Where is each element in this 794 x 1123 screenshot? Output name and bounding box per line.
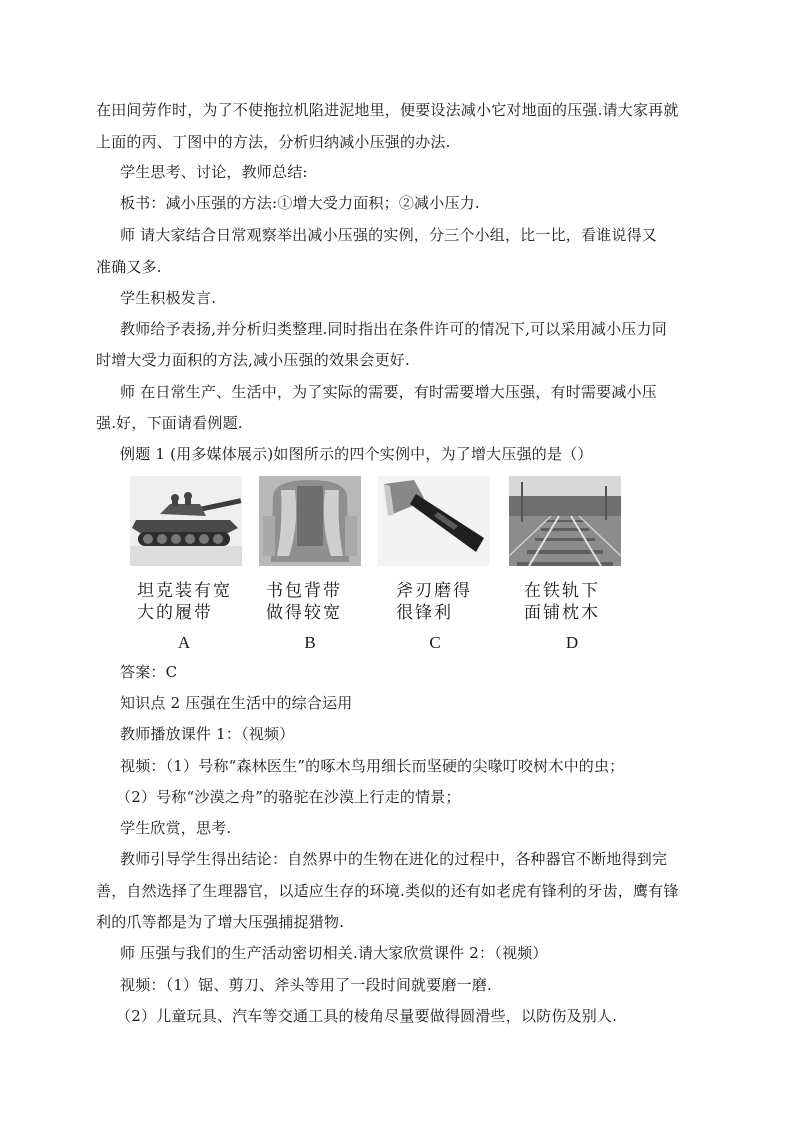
example-question: 例题 1 (用多媒体展示)如图所示的四个实例中，为了增大压强的是（） xyxy=(120,445,593,463)
option-label-d: D xyxy=(565,633,579,652)
answer-line: 答案：C xyxy=(120,663,178,681)
backpack-image xyxy=(259,476,361,566)
tank-image xyxy=(130,476,242,566)
body-text-line: 利的爪等都是为了增大压强捕捉猎物. xyxy=(96,913,345,931)
body-text-line: 上面的丙、丁图中的方法，分析归纳减小压强的办法. xyxy=(96,133,451,151)
body-text-line: 学生积极发言. xyxy=(120,289,217,307)
body-text-line: 师 压强与我们的生产活动密切相关.请大家欣赏课件 2：（视频） xyxy=(120,944,548,962)
body-text-line: 教师播放课件 1：（视频） xyxy=(120,725,295,743)
body-text-line: 善，自然选择了生理器官，以适应生存的环境.类似的还有如老虎有锋利的牙齿，鹰有锋 xyxy=(96,882,679,900)
body-text-line: 学生欣赏，思考. xyxy=(120,819,232,837)
railway-image xyxy=(509,476,621,566)
body-text-line: 强.好，下面请看例题. xyxy=(96,414,243,432)
body-text-line: 教师给予表扬,并分析归类整理.同时指出在条件许可的情况下,可以采用减小压力同 xyxy=(120,320,667,338)
body-text-line: 师 在日常生产、生活中，为了实际的需要，有时需要增大压强，有时需要减小压 xyxy=(120,383,657,401)
option-label-b: B xyxy=(304,633,316,652)
body-text-line: 学生思考、讨论，教师总结: xyxy=(120,163,308,181)
body-text-line: 在田间劳作时，为了不使拖拉机陷进泥地里，便要设法减小它对地面的压强.请大家再就 xyxy=(96,101,679,119)
body-text-line: 视频：（1）锯、剪刀、斧头等用了一段时间就要磨一磨. xyxy=(120,976,493,994)
caption-b: 书包背带 做得较宽 xyxy=(266,581,342,623)
caption-c: 斧刃磨得 很锋利 xyxy=(396,581,472,623)
body-text-line: 时增大受力面积的方法,减小压强的效果会更好. xyxy=(96,351,410,369)
body-text-line: 视频：（1）号称“森林医生”的啄木鸟用细长而坚硬的尖喙叮咬树木中的虫； xyxy=(120,757,625,775)
body-text-line: （2）号称“沙漠之舟”的骆驼在沙漠上行走的情景； xyxy=(116,788,461,806)
body-text-line: 教师引导学生得出结论：自然界中的生物在进化的过程中，各种器官不断地得到完 xyxy=(120,850,668,868)
body-text-line: 师 请大家结合日常观察举出减小压强的实例，分三个小组，比一比，看谁说得又 xyxy=(120,226,657,244)
caption-a: 坦克装有宽 大的履带 xyxy=(137,581,232,623)
option-label-c: C xyxy=(429,633,441,652)
caption-d: 在铁轨下 面铺枕木 xyxy=(524,581,600,623)
option-label-a: A xyxy=(177,633,191,652)
body-text-line: 准确又多. xyxy=(96,258,162,276)
body-text-line: 板书：减小压强的方法:①增大受力面积；②减小压力. xyxy=(120,194,480,212)
body-text-line: （2）儿童玩具、汽车等交通工具的棱角尽量要做得圆滑些，以防伤及别人. xyxy=(116,1007,618,1025)
section-heading: 知识点 2 压强在生活中的综合运用 xyxy=(120,694,353,712)
axe-image xyxy=(378,476,490,566)
